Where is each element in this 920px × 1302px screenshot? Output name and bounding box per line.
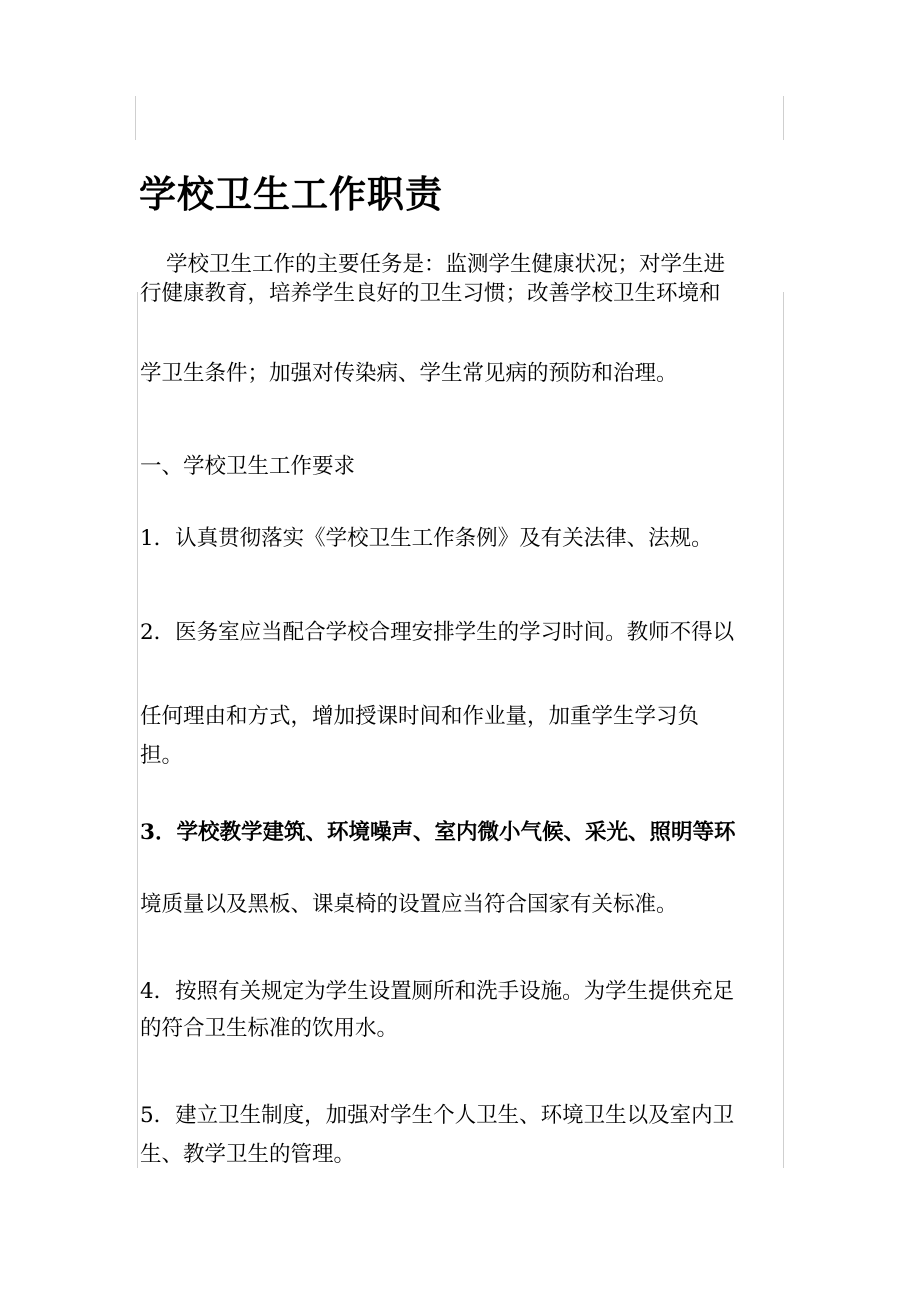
list-item-line: 担。 [140, 743, 184, 768]
section-heading: 一、学校卫生工作要求 [140, 454, 356, 479]
left-margin-line [137, 292, 138, 1168]
list-item-line: 2．医务室应当配合学校合理安排学生的学习时间。教师不得以 [140, 620, 735, 645]
intro-line: 学卫生条件；加强对传染病、学生常见病的预防和治理。 [140, 361, 678, 386]
list-item-line: 的符合卫生标准的饮用水。 [140, 1016, 399, 1041]
list-item-line: 4．按照有关规定为学生设置厕所和洗手设施。为学生提供充足 [140, 979, 735, 1004]
document-title: 学校卫生工作职责 [139, 172, 443, 216]
list-item-line: 任何理由和方式，增加授课时间和作业量，加重学生学习负 [140, 704, 700, 729]
list-item-line: 生、教学卫生的管理。 [140, 1142, 356, 1167]
list-item-line: 境质量以及黑板、课桌椅的设置应当符合国家有关标准。 [140, 892, 678, 917]
list-item-line: 3．学校教学建筑、环境噪声、室内微小气候、采光、照明等环 [140, 820, 736, 845]
intro-line: 行健康教育，培养学生良好的卫生习惯；改善学校卫生环境和 [140, 281, 721, 306]
list-item-line: 5．建立卫生制度，加强对学生个人卫生、环境卫生以及室内卫 [140, 1103, 735, 1128]
list-item-line: 1．认真贯彻落实《学校卫生工作条例》及有关法律、法规。 [140, 526, 713, 551]
left-margin-line-top [135, 96, 136, 140]
intro-line: 学校卫生工作的主要任务是：监测学生健康状况；对学生进 [166, 252, 726, 277]
right-margin-line-top [783, 96, 784, 140]
right-margin-line [783, 292, 784, 1168]
